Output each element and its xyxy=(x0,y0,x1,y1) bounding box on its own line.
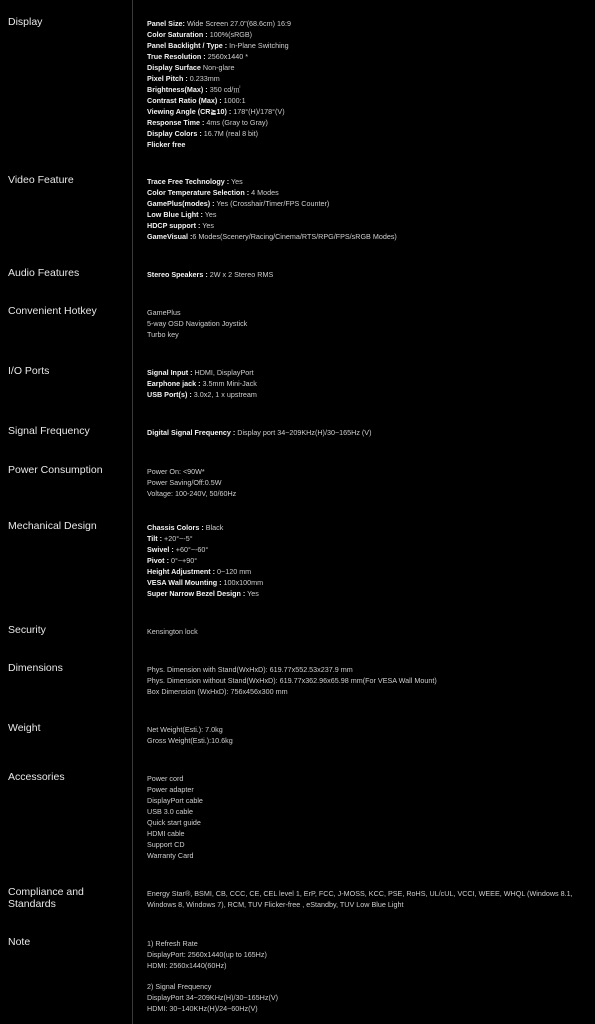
spec-value: Turbo key xyxy=(147,330,179,339)
spec-key: Chassis Colors : xyxy=(147,523,204,532)
spec-row xyxy=(147,84,592,95)
spec-value: Yes xyxy=(245,589,259,598)
spec-value: HDMI, DisplayPort xyxy=(192,368,254,377)
spec-key: Swivel : xyxy=(147,545,174,554)
spec-row xyxy=(147,735,592,746)
spec-row xyxy=(147,488,592,499)
spec-value: 6 Modes(Scenery/Racing/Cinema/RTS/RPG/FPS/sRGB Modes) xyxy=(192,232,397,241)
spec-row xyxy=(147,307,592,318)
spec-row xyxy=(147,795,592,806)
spec-row xyxy=(147,427,592,438)
spec-key: Flicker free xyxy=(147,140,186,149)
spec-key: Brightness(Max) : xyxy=(147,85,208,94)
spec-row xyxy=(147,198,592,209)
spec-key: True Resolution : xyxy=(147,52,206,61)
spec-row xyxy=(147,117,592,128)
spec-row xyxy=(147,73,592,84)
spec-row xyxy=(147,664,592,675)
spec-value: Quick start guide xyxy=(147,818,201,827)
spec-value: 0.233mm xyxy=(187,74,220,83)
spec-row xyxy=(147,992,592,1003)
spec-value: Power adapter xyxy=(147,785,194,794)
spec-row xyxy=(147,466,592,477)
spec-row xyxy=(147,577,592,588)
section-content xyxy=(147,626,592,637)
spec-row xyxy=(147,176,592,187)
spec-value: Power On: <90W* xyxy=(147,467,205,476)
spec-row xyxy=(147,533,592,544)
spec-key: Tilt : xyxy=(147,534,163,543)
spec-row xyxy=(147,187,592,198)
spec-key: GameVisual : xyxy=(147,232,193,241)
spec-key: GamePlus(modes) : xyxy=(147,199,215,208)
spec-key: Contrast Ratio (Max) : xyxy=(147,96,222,105)
spec-row xyxy=(147,29,592,40)
spec-value: Kensington lock xyxy=(147,627,198,636)
spec-key: USB Port(s) : xyxy=(147,390,192,399)
section-content xyxy=(147,724,592,746)
spec-key: Earphone jack : xyxy=(147,379,201,388)
spec-value: 178°(H)/178°(V) xyxy=(231,107,285,116)
spec-value: 0~120 mm xyxy=(215,567,252,576)
spec-row xyxy=(147,62,592,73)
spec-row xyxy=(147,949,592,960)
spec-row xyxy=(147,378,592,389)
spec-value: Voltage: 100-240V, 50/60Hz xyxy=(147,489,237,498)
spec-value: Power cord xyxy=(147,774,184,783)
spec-value: Warranty Card xyxy=(147,851,194,860)
spec-value: Non-glare xyxy=(200,63,235,72)
spec-row xyxy=(147,477,592,488)
spec-value: Yes xyxy=(202,210,217,219)
spec-value: 4 Modes xyxy=(249,188,279,197)
section-label: I/O Ports xyxy=(8,365,50,377)
spec-value: 1) Refresh Rate xyxy=(147,939,198,948)
spec-row xyxy=(147,231,592,242)
spec-key: Pivot : xyxy=(147,556,169,565)
spec-value: Box Dimension (WxHxD): 756x456x300 mm xyxy=(147,687,288,696)
spec-row xyxy=(147,839,592,850)
spec-row xyxy=(147,51,592,62)
section-content xyxy=(147,427,592,438)
spec-row xyxy=(147,773,592,784)
section-content xyxy=(147,938,592,1014)
spec-key: Color Temperature Selection : xyxy=(147,188,250,197)
spec-row xyxy=(147,938,592,949)
section-content xyxy=(147,466,592,499)
spec-value: DisplayPort 34~209KHz(H)/30~165Hz(V) xyxy=(147,993,279,1002)
spec-value: 2W x 2 Stereo RMS xyxy=(207,270,274,279)
spec-value: 350 cd/㎡ xyxy=(207,85,241,94)
spec-row xyxy=(147,784,592,795)
spec-value: Power Saving/Off:0.5W xyxy=(147,478,222,487)
section-label: Weight xyxy=(8,722,41,734)
spec-key: Color Saturation : xyxy=(147,30,208,39)
spec-value: 100%(sRGB) xyxy=(207,30,253,39)
spec-value: Support CD xyxy=(147,840,185,849)
spec-key: VESA Wall Mounting : xyxy=(147,578,222,587)
spec-row xyxy=(147,675,592,686)
section-label: Video Feature xyxy=(8,174,74,186)
spec-value: +60°~-60° xyxy=(173,545,209,554)
section-content xyxy=(147,176,592,242)
spec-row xyxy=(147,329,592,340)
spec-row xyxy=(147,555,592,566)
spec-row xyxy=(147,888,592,910)
spec-row xyxy=(147,220,592,231)
spec-value: GamePlus xyxy=(147,308,181,317)
spec-value: 1000:1 xyxy=(221,96,246,105)
section-content xyxy=(147,307,592,340)
spec-value: Black xyxy=(203,523,224,532)
spec-row xyxy=(147,522,592,533)
spec-row xyxy=(147,566,592,577)
spec-key: Low Blue Light : xyxy=(147,210,203,219)
spec-row xyxy=(147,806,592,817)
section-content xyxy=(147,888,592,910)
spec-row xyxy=(147,367,592,378)
section-label: Security xyxy=(8,624,46,636)
spec-row xyxy=(147,40,592,51)
spec-key: Response Time : xyxy=(147,118,205,127)
spec-key: Viewing Angle (CR≧10) : xyxy=(147,107,232,116)
spec-value: DisplayPort: 2560x1440(up to 165Hz) xyxy=(147,950,267,959)
spec-value: In-Plane Switching xyxy=(227,41,289,50)
spec-key: Trace Free Technology : xyxy=(147,177,230,186)
section-label: Accessories xyxy=(8,771,65,783)
spec-row xyxy=(147,106,592,117)
spec-value: +20°~-5° xyxy=(162,534,193,543)
spec-key: Pixel Pitch : xyxy=(147,74,188,83)
spec-value: 16.7M (real 8 bit) xyxy=(201,129,259,138)
spec-row xyxy=(147,981,592,992)
spec-row xyxy=(147,817,592,828)
section-content xyxy=(147,367,592,400)
spec-value: USB 3.0 cable xyxy=(147,807,193,816)
spec-value: Net Weight(Esti.): 7.0kg xyxy=(147,725,223,734)
section-label: Note xyxy=(8,936,31,948)
section-content xyxy=(147,522,592,599)
spec-row xyxy=(147,544,592,555)
spacer xyxy=(147,971,592,981)
spec-value: HDMI: 30~140KHz(H)/24~60Hz(V) xyxy=(147,1004,258,1013)
spec-row xyxy=(147,724,592,735)
spec-row xyxy=(147,828,592,839)
section-content xyxy=(147,269,592,280)
section-label: Signal Frequency xyxy=(8,425,90,437)
spec-key: Height Adjustment : xyxy=(147,567,216,576)
spec-key: Panel Backlight / Type : xyxy=(147,41,228,50)
spec-row xyxy=(147,209,592,220)
spec-row xyxy=(147,389,592,400)
spec-value: Wide Screen 27.0"(68.6cm) 16:9 xyxy=(184,19,291,28)
spec-key: Signal Input : xyxy=(147,368,193,377)
spec-row xyxy=(147,95,592,106)
spec-value: HDMI: 2560x1440(60Hz) xyxy=(147,961,227,970)
spec-value: 3.0x2, 1 x upstream xyxy=(191,390,257,399)
spec-key: HDCP support : xyxy=(147,221,201,230)
spec-value: 100x100mm xyxy=(221,578,264,587)
spec-row xyxy=(147,269,592,280)
spec-value: Yes xyxy=(200,221,214,230)
spec-value: 2) Signal Frequency xyxy=(147,982,212,991)
spec-value: HDMI cable xyxy=(147,829,185,838)
spec-row xyxy=(147,1003,592,1014)
spec-row xyxy=(147,686,592,697)
section-label: Display xyxy=(8,16,43,28)
spec-value: Energy Star®, BSMI, CB, CCC, CE, CEL level 1, ErP, FCC, J-MOSS, KCC, PSE, RoHS, UL/cUL, VCCI, WEEE, WHQL (Windows 8.1, Windows 8, Windows 7), RCM, TUV Flicker-free , eStandby, TUV Low Blue Light xyxy=(147,889,573,909)
spec-key: Display Colors : xyxy=(147,129,202,138)
spec-key: Super Narrow Bezel Design : xyxy=(147,589,246,598)
section-label: Convenient Hotkey xyxy=(8,305,97,317)
spec-value: 2560x1440 * xyxy=(205,52,249,61)
spec-row xyxy=(147,960,592,971)
spec-value: Phys. Dimension without Stand(WxHxD): 619.77x362.96x65.98 mm(For VESA Wall Mount) xyxy=(147,676,437,685)
spec-value: Yes xyxy=(229,177,243,186)
spec-value: Gross Weight(Esti.):10.6kg xyxy=(147,736,233,745)
section-label: Mechanical Design xyxy=(8,520,97,532)
spec-value: 4ms (Gray to Gray) xyxy=(204,118,268,127)
spec-key: Digital Signal Frequency : xyxy=(147,428,236,437)
spec-row xyxy=(147,139,592,150)
section-label: Dimensions xyxy=(8,662,63,674)
spec-row xyxy=(147,18,592,29)
spec-row xyxy=(147,626,592,637)
section-label: Compliance and Standards xyxy=(8,886,84,910)
spec-value: 3.5mm Mini-Jack xyxy=(200,379,257,388)
spec-value: 0°~+90° xyxy=(168,556,198,565)
spec-row xyxy=(147,588,592,599)
spec-key: Stereo Speakers : xyxy=(147,270,208,279)
spec-row xyxy=(147,128,592,139)
section-content xyxy=(147,18,592,150)
spec-row xyxy=(147,318,592,329)
spec-value: 5-way OSD Navigation Joystick xyxy=(147,319,248,328)
section-label: Power Consumption xyxy=(8,464,103,476)
spec-key: Display Surface xyxy=(147,63,201,72)
section-label: Audio Features xyxy=(8,267,80,279)
spec-value: Yes (Crosshair/Timer/FPS Counter) xyxy=(214,199,330,208)
column-divider xyxy=(132,0,133,1024)
section-content xyxy=(147,773,592,861)
spec-value: Phys. Dimension with Stand(WxHxD): 619.77x552.53x237.9 mm xyxy=(147,665,353,674)
section-content xyxy=(147,664,592,697)
spec-key: Panel Size: xyxy=(147,19,185,28)
spec-value: DisplayPort cable xyxy=(147,796,203,805)
spec-row xyxy=(147,850,592,861)
spec-value: Display port 34~209KHz(H)/30~165Hz (V) xyxy=(235,428,372,437)
